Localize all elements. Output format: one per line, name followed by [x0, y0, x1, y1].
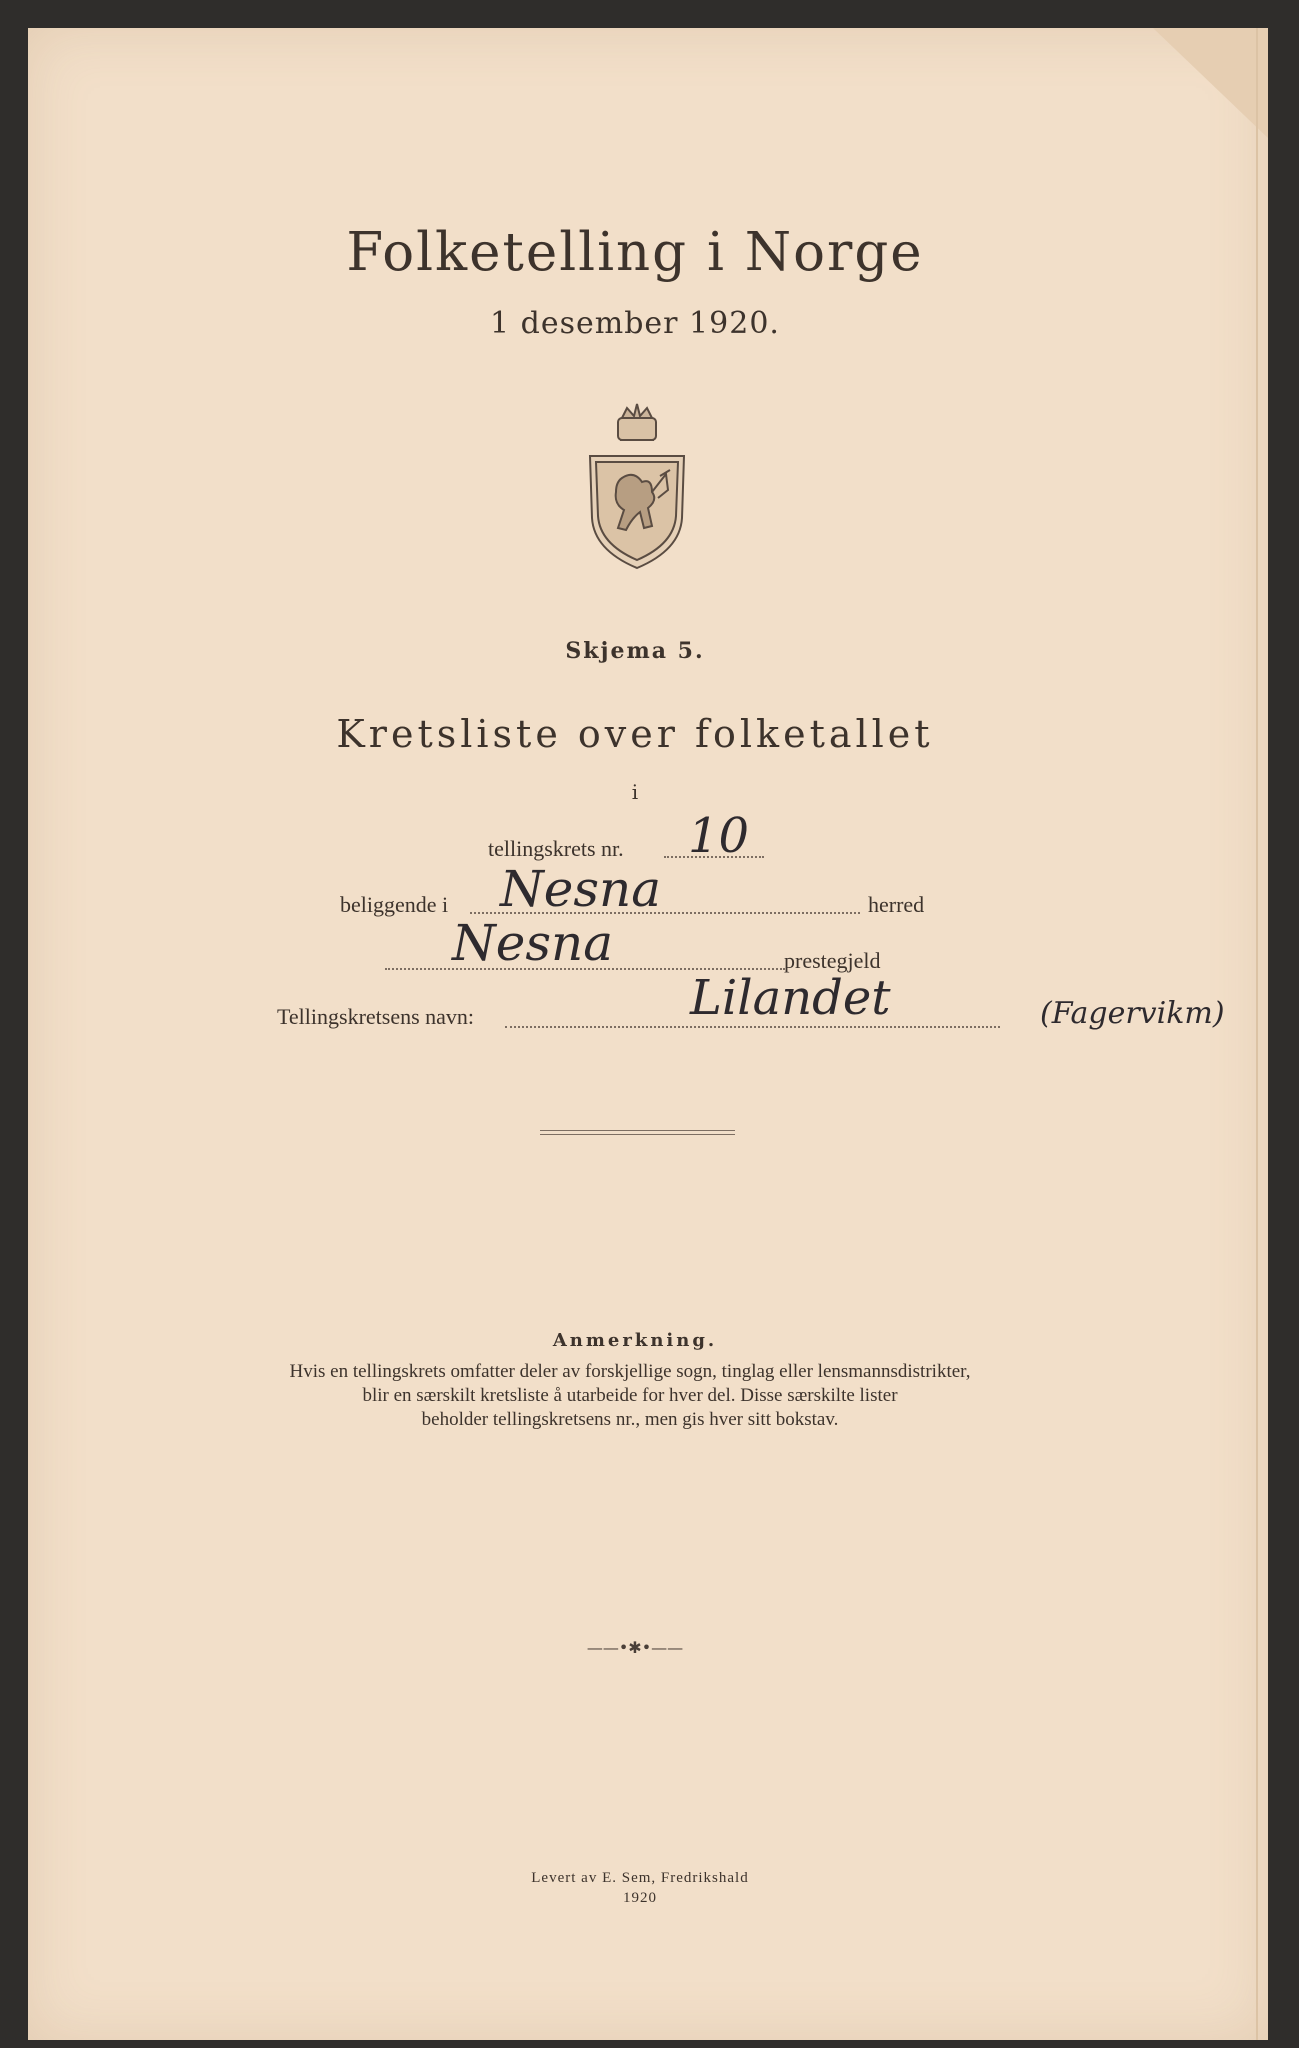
krets-number-value: 10: [688, 808, 750, 864]
document-title: Folketelling i Norge: [346, 222, 924, 283]
prestegjeld-value: Nesna: [452, 914, 614, 972]
census-date: 1 desember 1920.: [490, 306, 780, 341]
schema-number: Skjema 5.: [565, 638, 705, 664]
beliggende-label: beliggende i: [340, 892, 449, 917]
krets-label: tellingskrets nr.: [488, 836, 624, 861]
list-heading: Kretsliste over folketallet: [336, 712, 934, 756]
coat-of-arms-icon: [582, 400, 692, 575]
divider-rule: [540, 1130, 735, 1135]
printer-line: Levert av E. Sem, Fredrikshald: [531, 1870, 749, 1886]
folded-corner: [1153, 28, 1268, 138]
prestegjeld-label: prestegjeld: [784, 948, 881, 973]
printer-year: 1920: [623, 1890, 657, 1906]
ornament-divider: ——•✱•——: [586, 1638, 684, 1657]
note-line-3: beholder tellingskretsens nr., men gis hver sitt bokstav.: [421, 1409, 839, 1430]
navn-note: (Fagervikm): [1040, 996, 1225, 1031]
herred-value: Nesna: [500, 860, 662, 918]
herred-label: herred: [868, 892, 925, 917]
navn-label: Tellingskretsens navn:: [277, 1004, 475, 1029]
navn-dotted-line: [505, 1026, 1000, 1028]
navn-value: Lilandet: [690, 970, 891, 1026]
note-line-2: blir en særskilt kretsliste å utarbeide for hver del. Disse særskilte lister: [362, 1385, 898, 1406]
note-line-1: Hvis en tellingskrets omfatter deler av forskjellige sogn, tinglag eller lensmannsdistrikter,: [289, 1361, 971, 1382]
preposition-i: i: [631, 780, 639, 804]
note-heading: Anmerkning.: [552, 1330, 718, 1351]
